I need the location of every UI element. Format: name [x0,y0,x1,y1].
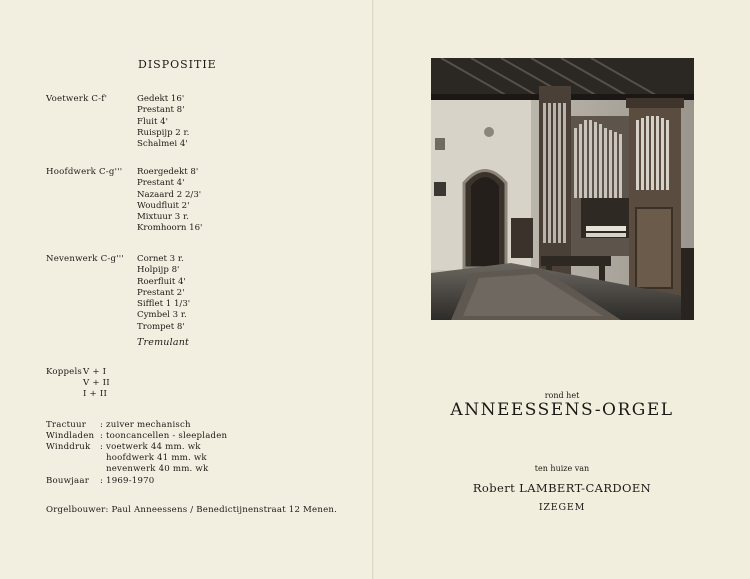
stop: Ruispijp 2 r. [137,127,190,138]
builder-line: Orgelbouwer: Paul Anneessens / Benedictijnenstraat 12 Menen. [46,505,338,515]
spec-value: : voetwerk 44 mm. wk [100,442,201,452]
owner-name: Robert LAMBERT-CARDOEN [472,481,652,495]
koppels-label: Koppels [46,367,83,377]
spec-value: hoofdwerk 41 mm. wk [106,453,207,463]
organ-photo [431,58,694,320]
stop: Woudfluit 2' [137,200,190,211]
organ-photo-image [431,58,694,320]
stop: Roerfluit 4' [137,276,186,287]
stop: Sifflet 1 1/3' [137,299,191,310]
stop: Nazaard 2 2/3' [137,189,202,200]
stop: Kromhoorn 16' [137,223,203,234]
spec-value: : 1969-1970 [100,476,155,486]
spec-value: nevenwerk 40 mm. wk [106,464,209,474]
spec-label: Winddruk [46,442,91,452]
stop: Mixtuur 3 r. [137,212,189,223]
stop: Cornet 3 r. [137,254,184,264]
hoofdwerk-stops [137,167,202,235]
stop: Cymbel 3 r. [137,310,187,321]
voetwerk-label: Voetwerk C-f' [46,94,108,104]
town-name: IZEGEM [538,502,586,513]
stop: Prestant 2' [137,287,185,298]
hoofdwerk-label: Hoofdwerk C-g''' [46,167,123,177]
coupler-item: V + II [83,378,110,388]
stop: Roergedekt 8' [137,167,199,177]
stop: Prestant 8' [137,105,185,116]
coupler-item: I + II [83,389,108,399]
stop: Holpijp 8' [137,265,180,276]
spec-label: Bouwjaar [46,476,89,486]
spec-value: : zuiver mechanisch [100,420,191,430]
coupler-item: V + I [83,367,107,377]
disposition-heading: DISPOSITIE [138,58,217,71]
stop: Gedekt 16' [137,94,185,104]
stop: Fluit 4' [137,116,169,127]
spec-label: Windladen [46,431,95,441]
rond-het-label: rond het [544,391,580,400]
voetwerk-stops [137,94,189,150]
tremulant-label: Tremulant [137,337,190,348]
nevenwerk-label: Nevenwerk C-g''' [46,254,124,264]
stop: Schalmei 4' [137,139,188,150]
stop: Trompet 8' [137,321,185,332]
spec-value: : tooncancellen - sleepladen [100,431,228,441]
nevenwerk-stops [137,254,190,333]
spec-label: Tractuur [46,420,87,430]
ten-huize-label: ten huize van [534,464,590,473]
organ-title: ANNEESSENS-ORGEL [450,400,674,420]
stop: Prestant 4' [137,178,185,189]
